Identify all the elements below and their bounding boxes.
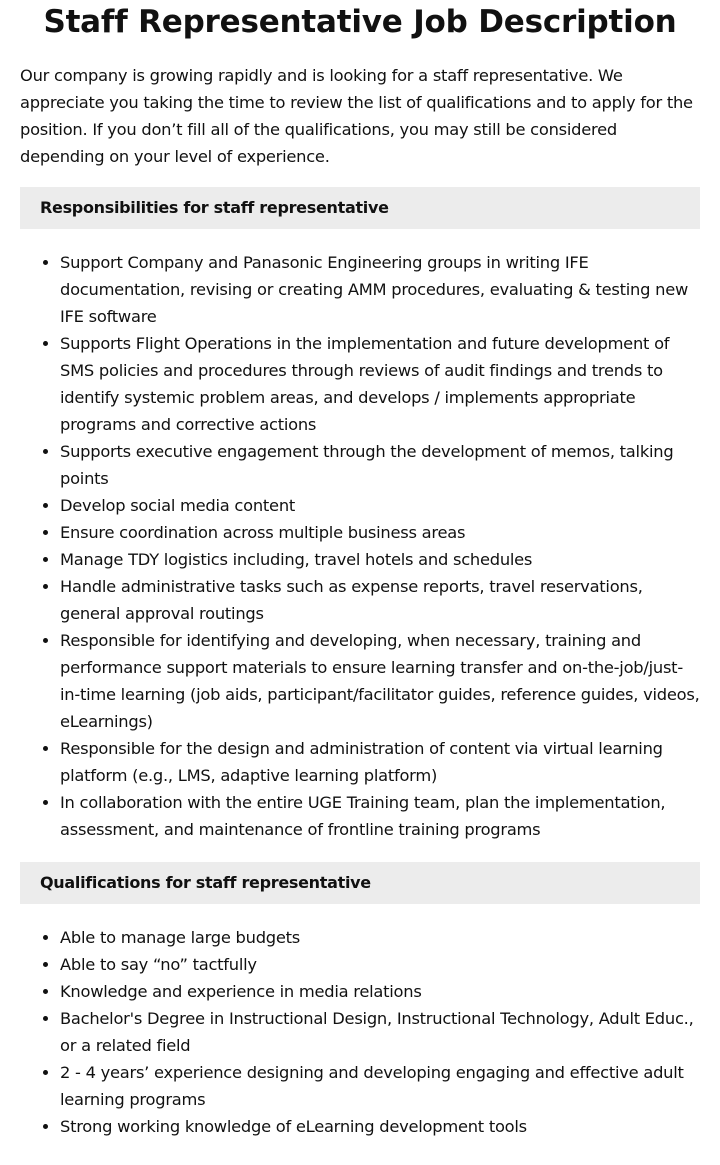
list-item: • Supports executive engagement through the development of memos, talking points (60, 438, 700, 492)
list-item: • Able to say “no” tactfully (60, 951, 700, 978)
list-item: • Supports Flight Operations in the implementation and future development of SMS policies and procedures through reviews of audit findings and trends to identify systemic problem areas, and develops / implements appropriate programs and corrective actions (60, 330, 700, 438)
list-item: • Responsible for the design and administration of content via virtual learning platform (e.g., LMS, adaptive learning platform) (60, 735, 700, 789)
list-item: • Manage TDY logistics including, travel hotels and schedules (60, 546, 700, 573)
responsibilities-list (20, 249, 700, 843)
list-item: • Knowledge and experience in media relations (60, 978, 700, 1005)
list-item: • Ensure coordination across multiple business areas (60, 519, 700, 546)
list-item: • Responsible for identifying and developing, when necessary, training and performance support materials to ensure learning transfer and on-the-job/just-in-time learning (job aids, participant/facilitator guides, reference guides, videos, eLearnings) (60, 627, 700, 735)
list-item: • Handle administrative tasks such as expense reports, travel reservations, general approval routings (60, 573, 700, 627)
list-item: • Strong working knowledge of eLearning development tools (60, 1113, 700, 1140)
list-item: • In collaboration with the entire UGE Training team, plan the implementation, assessment, and maintenance of frontline training programs (60, 789, 700, 843)
list-item: • Bachelor's Degree in Instructional Design, Instructional Technology, Adult Educ., or a related field (60, 1005, 700, 1059)
qualifications-list (20, 924, 700, 1140)
list-item: • Develop social media content (60, 492, 700, 519)
page-title: Staff Representative Job Description (43, 4, 677, 40)
responsibilities-heading: Responsibilities for staff representative (20, 187, 700, 229)
intro-paragraph: Our company is growing rapidly and is looking for a staff representative. We appreciate you taking the time to review the list of qualifications and to apply for the position. If you don’t fill all of the qualifications, you may still be considered depending on your level of experience. (20, 66, 693, 166)
list-item: • Support Company and Panasonic Engineering groups in writing IFE documentation, revising or creating AMM procedures, evaluating & testing new IFE software (60, 249, 700, 330)
qualifications-heading: Qualifications for staff representative (20, 862, 700, 904)
list-item: • Able to manage large budgets (60, 924, 700, 951)
list-item: • 2 - 4 years’ experience designing and developing engaging and effective adult learning programs (60, 1059, 700, 1113)
